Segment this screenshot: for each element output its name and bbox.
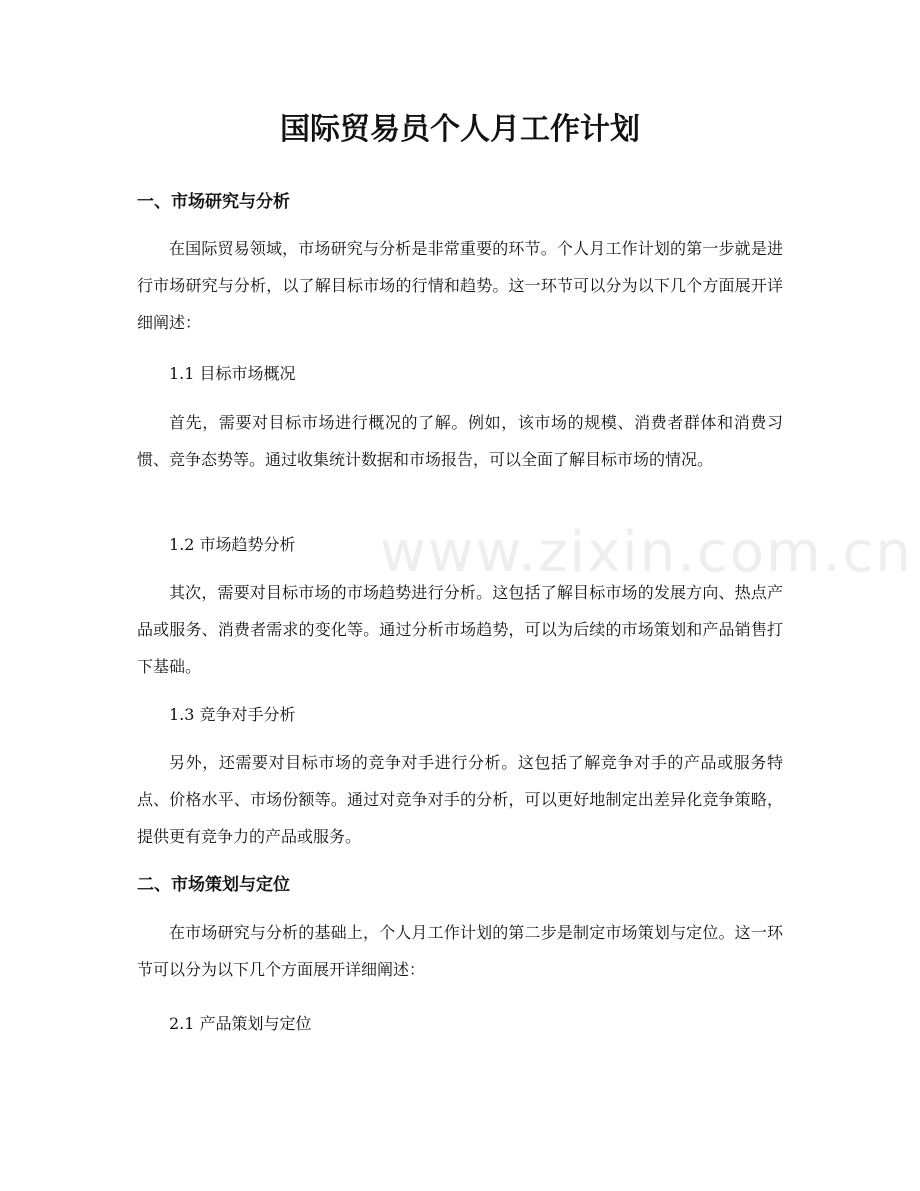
section-2-intro: 在市场研究与分析的基础上，个人月工作计划的第二步是制定市场策划与定位。这一环节可以分为以下几个方面展开详细阐述： xyxy=(137,923,783,979)
watermark: www.zixin.com.cn xyxy=(380,520,913,585)
subsection-heading-1-3: 1.3 竞争对手分析 xyxy=(169,705,296,724)
subsection-heading-1-2: 1.2 市场趋势分析 xyxy=(169,535,296,554)
subsection-1-3-body: 另外，还需要对目标市场的竞争对手进行分析。这包括了解竞争对手的产品或服务特点、价格水平、市场份额等。通过对竞争对手的分析，可以更好地制定出差异化竞争策略，提供更有竞争力的产品或服务。 xyxy=(137,753,783,846)
section-heading-2: 二、市场策划与定位 xyxy=(137,875,290,895)
subsection-1-2-body: 其次，需要对目标市场的市场趋势进行分析。这包括了解目标市场的发展方向、热点产品或服务、消费者需求的变化等。通过分析市场趋势，可以为后续的市场策划和产品销售打下基础。 xyxy=(137,583,783,676)
section-heading-1: 一、市场研究与分析 xyxy=(137,192,290,212)
section-1-intro: 在国际贸易领域，市场研究与分析是非常重要的环节。个人月工作计划的第一步就是进行市场研究与分析，以了解目标市场的行情和趋势。这一环节可以分为以下几个方面展开详细阐述： xyxy=(137,239,783,332)
subsection-heading-1-1: 1.1 目标市场概况 xyxy=(169,364,296,383)
subsection-1-1-body: 首先，需要对目标市场进行概况的了解。例如，该市场的规模、消费者群体和消费习惯、竞争态势等。通过收集统计数据和市场报告，可以全面了解目标市场的情况。 xyxy=(137,413,783,469)
document-title: 国际贸易员个人月工作计划 xyxy=(280,112,640,147)
subsection-heading-2-1: 2.1 产品策划与定位 xyxy=(169,1014,312,1033)
